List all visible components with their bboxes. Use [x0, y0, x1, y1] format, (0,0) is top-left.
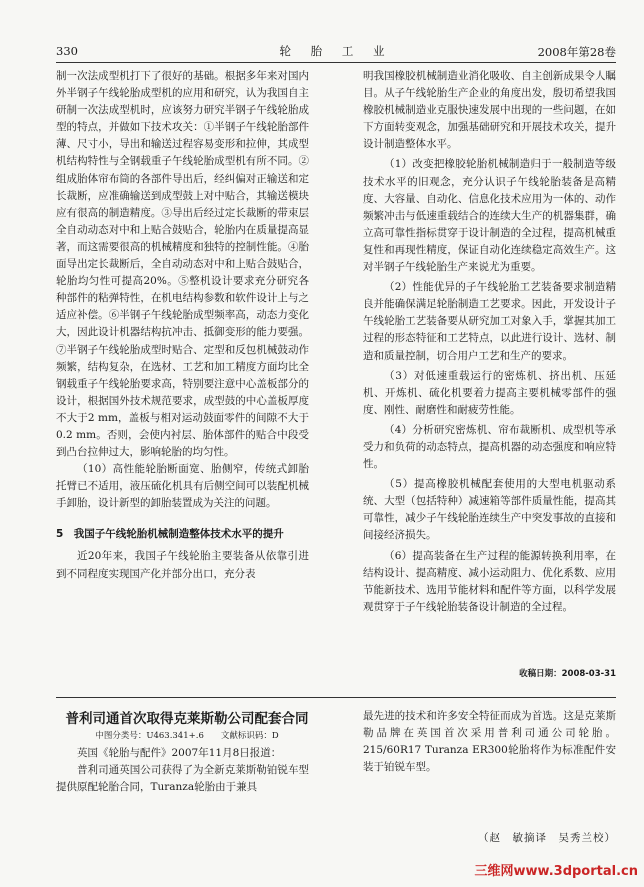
classification-line: 中图分类号：U463.341+.6 文献标识码：D — [95, 731, 279, 741]
page-header — [56, 40, 616, 60]
body-paragraph: 近20年来，我国子午线轮胎主要装备从依靠引进到不同程度实现国产化并部分出口，充分表 — [56, 550, 309, 580]
list-item: （1）改变把橡胶轮胎机械制造归于一般制造等级技术水平的旧观念，充分认识子午线轮胎装备是高精度、大容量、自动化、信息化技术应用为一体的、动作频繁冲击与低速重载结合的连续大生产的机器集群，确立高可靠性指标贯穿于设计制造的全过程，提高机械重复性和再现性精度，保证自动化连续稳定高效生产。这对半钢子午线轮胎生产来说尤为重要。 — [363, 158, 616, 274]
list-item: （6）提高装备在生产过程的能源转换利用率，在结构设计、提高精度、减小运动阻力、优化系数、应用节能新技术、选用节能材料和配件等方面，以科学发展观贯穿于子午线轮胎装备设计制造的全过程。 — [363, 549, 616, 613]
body-paragraph: （10）高性能轮胎断面宽、胎侧窄，传统式卸胎托臂已不适用，液压硫化机具有后侧空间可以装配机械手卸胎，设计新型的卸胎装置成为关注的问题。 — [56, 463, 309, 510]
left-column — [56, 68, 309, 583]
section-divider — [56, 697, 616, 698]
news-source: 英国《轮胎与配件》2007年11月8日报道： — [77, 747, 282, 759]
journal-title: 轮 胎 工 业 — [279, 44, 393, 58]
news-title: 普利司通首次取得克莱斯勒公司配套合同 — [65, 711, 309, 727]
body-paragraph: 明我国橡胶机械制造业消化吸收、自主创新成果令人瞩目。从子午线轮胎生产企业的角度出发，殷切希望我国橡胶机械制造业克服快速发展中出现的一些问题，在如下方面转变观念，加强基础研究和开展技术攻关，提升设计制造整体水平。 — [363, 70, 616, 151]
news-left-column — [56, 745, 309, 796]
news-paragraph: 最先进的技术和许多安全特征而成为首选。这是克莱斯勒品牌在英国首次采用普利司通公司轮胎。215/60R17 Turanza ER300轮胎将作为标准配件安装于铂锐车型。 — [363, 710, 616, 774]
right-column — [363, 68, 616, 619]
site-watermark: 三维网www.3dportal.cn — [474, 864, 638, 879]
translator-credit: （赵 敏摘译 吴秀兰校） — [478, 832, 616, 844]
header-rule — [56, 62, 616, 63]
news-right-column — [363, 708, 616, 776]
page-number: 330 — [56, 44, 78, 58]
list-item: （3）对低速重载运行的密炼机、挤出机、压延机、开炼机、硫化机要着力提高主要机械零部件的强度、刚性、耐磨性和耐疲劳性能。 — [363, 369, 616, 416]
received-date: 收稿日期：2008-03-31 — [519, 669, 616, 679]
body-paragraph: 制一次法成型机打下了很好的基础。根据多年来对国内外半钢子午线轮胎成型机的应用和研究，认为我国自主研制一次法成型机时，应该努力研究半钢子午线轮胎成型的特点，并做如下技术攻关：①半钢子午线轮胎部件薄、尺寸小，导出和输送过程容易变形和拉伸，其成型机结构特性与全钢载重子午线轮胎成型机有所不同。②组成胎体帘布筒的各部件导出后，经纠偏对正输送和定长裁断，应准确输送到成型鼓上对中贴合，其输送模块应有很高的制造精度。③导出后经过定长裁断的带束层全自动动态对中和上贴合鼓贴合，轮胎内在质量提高显著，而这需要很高的机械精度和独特的控制性能。④胎面导出定长裁断后，全自动动态对中和上贴合鼓贴合，轮胎均匀性可提高20%。⑤整机设计要求充分研究各种部件的粘弹特性，在机电结构参数和软件设计上与之适应补偿。⑥半钢子午线轮胎成型频率高，动态力变化大，因此设计机器结构抗冲击、抵御变形的能力要强。⑦半钢子午线轮胎成型时贴合、定型和反包机械鼓动作频繁，结构复杂，在选材、工艺和加工精度方面均比全钢载重子午线轮胎要求高，特别要注意中心盖板部分的设计，根据国外技术规范要求，成型鼓的中心盖板厚度不大于2 mm，盖板与相对运动鼓面零件的间隙不大于0.2 mm。否则，会使内衬层、胎体部件的贴合中段受到凸台拉伸过大，影响轮胎的均匀性。 — [56, 70, 309, 459]
issue-info: 2008年第28卷 — [537, 45, 616, 59]
list-item: （2）性能优异的子午线轮胎工艺装备要求制造精良并能确保满足轮胎制造工艺要求。因此，开发设计子午线轮胎工艺装备要从研究加工对象入手，掌握其加工过程的形态特征和工艺特点，以此进行设计、选材、制造和质量控制，切合用户工艺和生产的要求。 — [363, 281, 616, 362]
section-heading: 5 我国子午线轮胎机械制造整体技术水平的提升 — [56, 528, 284, 541]
list-item: （5）提高橡胶机械配套使用的大型电机驱动系统、大型（包括特种）减速箱等部件质量性能，提高其可靠性，减少子午线轮胎连续生产中突发事故的直接和间接经济损失。 — [363, 478, 616, 542]
list-item: （4）分析研究密炼机、帘布裁断机、成型机等承受力和负荷的动态特点，提高机器的动态强度和响应特性。 — [363, 423, 616, 471]
news-paragraph: 普利司通英国公司获得了为全新克莱斯勒铂锐车型提供原配轮胎合同，Turanza轮胎由于兼具 — [56, 764, 309, 794]
